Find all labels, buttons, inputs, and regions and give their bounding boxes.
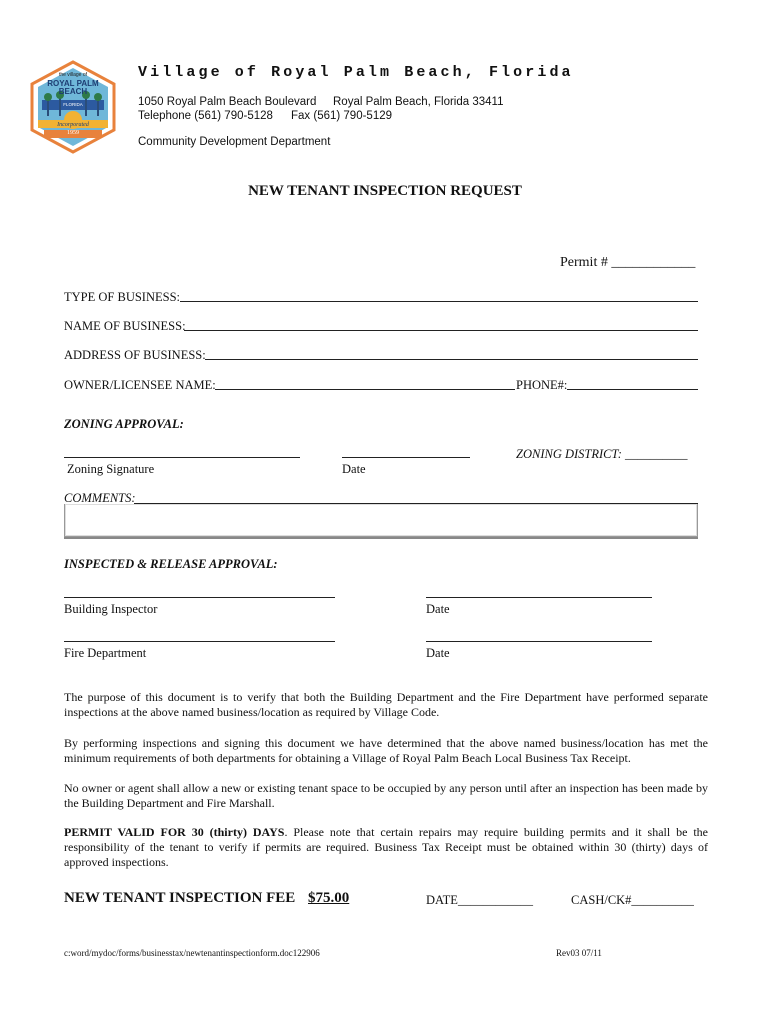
village-name-heading: Village of Royal Palm Beach, Florida: [138, 64, 574, 81]
zoning-signature-line[interactable]: [64, 457, 300, 458]
owner-licensee-name-label: OWNER/LICENSEE NAME:: [64, 378, 216, 392]
footer-file-path: c:word/mydoc/forms/businesstax/newtenantinspectionform.doc122906: [64, 948, 320, 958]
building-date-line[interactable]: [426, 597, 652, 598]
building-inspector-label: Building Inspector: [64, 602, 158, 616]
zoning-date-line[interactable]: [342, 457, 470, 458]
fee-amount: $75.00: [308, 890, 350, 906]
fire-department-line[interactable]: [64, 641, 335, 642]
fax-line: Fax (561) 790-5129: [291, 110, 393, 122]
zoning-district-field[interactable]: ZONING DISTRICT: __________: [516, 447, 688, 461]
purpose-paragraph: [64, 690, 708, 720]
permit-validity-bold: PERMIT VALID FOR 30 (thirty) DAYS: [64, 825, 285, 839]
fee-date-field[interactable]: DATE____________: [426, 893, 533, 907]
address-of-business-label: ADDRESS OF BUSINESS:: [64, 348, 206, 362]
comments-bottom-rule: [64, 537, 698, 539]
fire-department-label: Fire Department: [64, 646, 147, 660]
name-of-business-label: NAME OF BUSINESS:: [64, 319, 186, 333]
permit-validity-paragraph: [64, 825, 708, 870]
permit-validity-text: . Please note that certain repairs may require building permits and it shall be the responsibility of the tenant to verify if permits are required. Business Tax Receipt must be obtained within 30 (thirty) days of approved inspections.: [64, 825, 708, 869]
phone-label: PHONE#:: [516, 378, 568, 392]
fire-date-line[interactable]: [426, 641, 652, 642]
comments-label: COMMENTS:: [64, 491, 136, 505]
name-of-business-field[interactable]: [184, 330, 698, 331]
telephone-line: Telephone (561) 790-5128: [138, 110, 273, 122]
logo-incorporated-text: Incorporated: [57, 122, 89, 128]
village-logo: [30, 60, 116, 154]
comments-box[interactable]: [64, 504, 698, 537]
type-of-business-field[interactable]: [180, 301, 698, 302]
logo-top-text: the village of: [58, 72, 88, 78]
form-title: NEW TENANT INSPECTION REQUEST: [248, 183, 522, 199]
requirements-text: By performing inspections and signing this document we have determined that the above named business/location has met the minimum requirements of both departments for obtaining a Village of Royal Palm Beach Local Business Tax Receipt.: [64, 736, 708, 765]
occupancy-paragraph: [64, 781, 708, 811]
purpose-text: The purpose of this document is to verify that both the Building Department and the Fire Department have performed separate inspections at the above named business/location as required by Village Code.: [64, 690, 708, 719]
address-of-business-field[interactable]: [205, 359, 698, 360]
occupancy-text: No owner or agent shall allow a new or existing tenant space to be occupied by any person until after an inspection has been made by the Building Department and Fire Marshall.: [64, 781, 708, 810]
fee-label: NEW TENANT INSPECTION FEE: [64, 890, 296, 906]
owner-licensee-name-field[interactable]: [215, 389, 515, 390]
building-inspector-line[interactable]: [64, 597, 335, 598]
building-date-label: Date: [426, 602, 450, 616]
inspected-release-heading: INSPECTED & RELEASE APPROVAL:: [64, 557, 278, 571]
zoning-approval-heading: ZONING APPROVAL:: [64, 417, 184, 431]
logo-year-text: 1959: [67, 130, 79, 136]
requirements-paragraph: [64, 736, 708, 766]
logo-main-text: ROYAL PALM BEACH: [47, 79, 99, 96]
footer-revision: Rev03 07/11: [556, 948, 602, 958]
zoning-date-label: Date: [342, 462, 366, 476]
department-line: Community Development Department: [138, 136, 331, 148]
phone-field[interactable]: [567, 389, 698, 390]
city-state-zip: Royal Palm Beach, Florida 33411: [333, 96, 504, 108]
fire-date-label: Date: [426, 646, 450, 660]
address-line: 1050 Royal Palm Beach Boulevard: [138, 96, 317, 108]
permit-number-field[interactable]: Permit # ____________: [560, 255, 696, 270]
logo-state-text: FLORIDA: [63, 102, 83, 107]
type-of-business-label: TYPE OF BUSINESS:: [64, 290, 180, 304]
cash-check-field[interactable]: CASH/CK#__________: [571, 893, 694, 907]
zoning-signature-label: Zoning Signature: [67, 462, 155, 476]
